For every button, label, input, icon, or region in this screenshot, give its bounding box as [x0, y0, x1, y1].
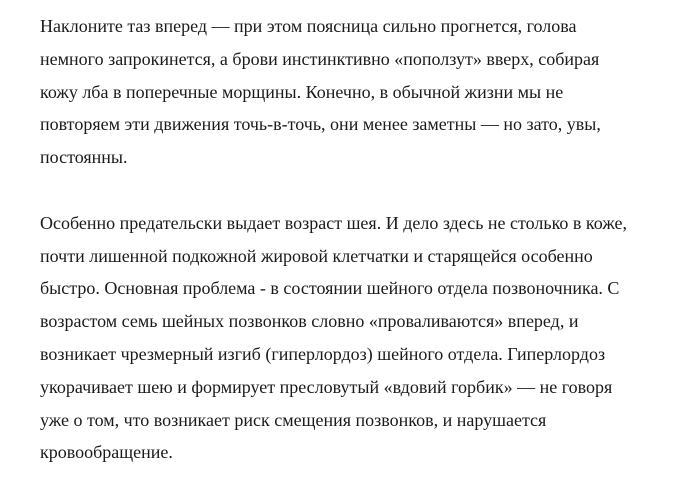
paragraph-2 [40, 207, 680, 469]
text-line: постоянны. [40, 147, 128, 168]
paragraph-1 [40, 10, 680, 174]
text-line: почти лишенной подкожной жировой клетчатки и старящейся особенно [40, 245, 593, 266]
text-line: немного запрокинется, а брови инстинктивно «поползут» вверх, собирая [40, 48, 600, 69]
document-body [40, 10, 680, 469]
paragraph-spacer [40, 174, 680, 207]
text-line: Особенно предательски выдает возраст шея. И дело здесь не столько в коже, [40, 212, 628, 233]
text-line: возникает чрезмерный изгиб (гиперлордоз) шейного отдела. Гиперлордоз [40, 343, 606, 364]
text-line: кожу лба в поперечные морщины. Конечно, в обычной жизни мы не [40, 81, 564, 102]
text-line: укорачивает шею и формирует пресловутый «вдовий горбик» — не говоря [40, 376, 613, 397]
text-line: быстро. Основная проблема - в состоянии шейного отдела позвоночника. С [40, 278, 620, 299]
text-line: кровообращение. [40, 442, 173, 463]
text-line: повторяем эти движения точь-в-точь, они менее заметны — но зато, увы, [40, 114, 601, 135]
text-line: возрастом семь шейных позвонков словно «проваливаются» вперед, и [40, 311, 579, 332]
text-line: Наклоните таз вперед — при этом поясница сильно прогнется, голова [40, 16, 577, 36]
text-line: уже о том, что возникает риск смещения позвонков, и нарушается [40, 409, 547, 430]
